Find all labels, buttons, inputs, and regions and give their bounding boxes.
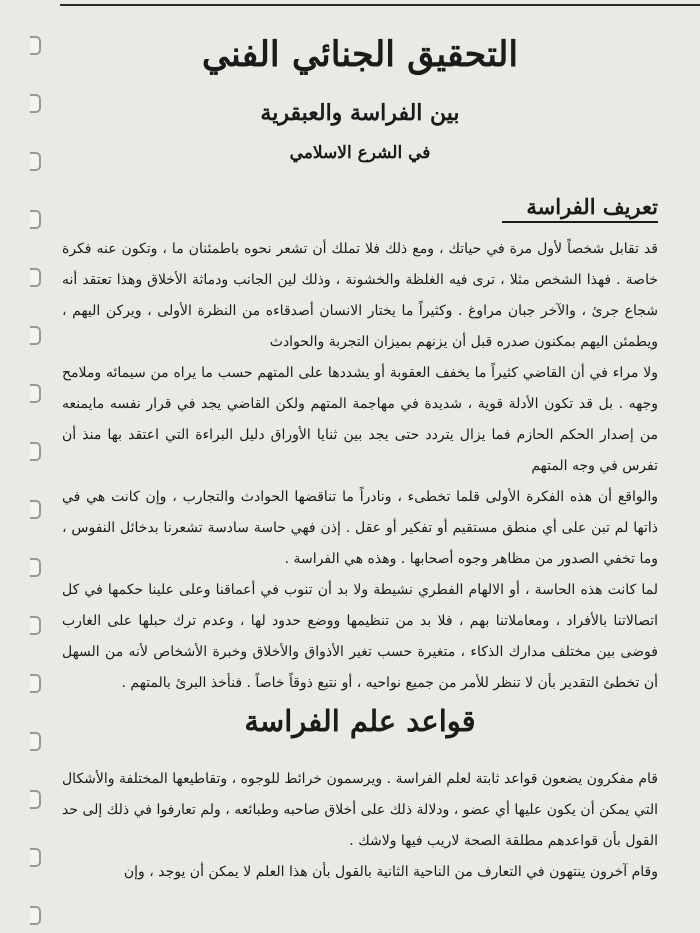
binding-hole xyxy=(30,790,41,809)
section-heading-rules: قواعد علم الفراسة xyxy=(244,704,476,738)
spiral-binding-holes xyxy=(30,0,46,933)
paragraph: قد تقابل شخصاً لأول مرة في حياتك ، ومع ذلك فلا تملك أن تشعر نحوه باطمئنان ما ، وتكون عنه فكرة خاصة . فهذا الشخص مثلا ، ترى فيه الغلظة والخشونة ، وذلك لين الجانب ودماثة الأخلاق وهذا تعتقد أنه شجاع جرئ ، والآخر جبان مراوغ . وكثيراً ما يختار الانسان أصدقاءه من النظرة الأولى ، ويركن اليهم ، ويطمئن اليهم بمكنون صدره قبل أن يزنهم بميزان التجربة والحوادث xyxy=(62,241,658,350)
binding-hole xyxy=(30,94,41,113)
binding-hole xyxy=(30,268,41,287)
binding-hole xyxy=(30,732,41,751)
binding-hole xyxy=(30,674,41,693)
paragraph: والواقع أن هذه الفكرة الأولى قلما تخطىء ، ونادراً ما تناقضها الحوادث والتجارب ، وإن كانت هي في ذاتها لم تبن على أي منطق مستقيم أو تفكير أو عقل . إذن فهي حاسة سادسة تشعرنا بدخائل النفوس ، وما تخفي الصدور من مظاهر وجوه أصحابها . وهذه هي الفراسة . xyxy=(62,489,658,567)
paragraph: قام مفكرون يضعون قواعد ثابتة لعلم الفراسة . ويرسمون خرائط للوجوه ، وتقاطيعها المختلفة والأشكال التي يمكن أن يكون عليها أي عضو ، ودلالة ذلك على أخلاق صاحبه وطبائعه ، ولم تعارفوا في ذلك إلى حد القول بأن قواعدهم مطلقة الصحة لاريب فيها ولاشك . xyxy=(62,771,658,849)
document-subtitle: بين الفراسة والعبقرية xyxy=(260,100,460,126)
binding-hole xyxy=(30,326,41,345)
binding-hole xyxy=(30,848,41,867)
binding-hole xyxy=(30,152,41,171)
section-body-rules xyxy=(62,764,658,888)
binding-hole xyxy=(30,442,41,461)
paragraph: ولا مراء في أن القاضي كثيراً ما يخفف العقوبة أو يشددها على المتهم حسب ما يراه من سيمائه وملامح وجهه . بل قد تكون الأدلة قوية ، شديدة في مهاجمة المتهم ولكن القاضي يجد في قرار نفسه مايمنعه من إصدار الحكم الحازم فما يزال يتردد حتى يجد بين ثنايا الأوراق دليل البراءة التي اعتقد بها منذ أن تفرس في وجه المتهم xyxy=(62,365,658,474)
binding-hole xyxy=(30,36,41,55)
document-subtitle-2: في الشرع الاسلامي xyxy=(289,143,431,163)
binding-hole xyxy=(30,384,41,403)
section-heading-definition: تعريف الفراسة xyxy=(502,194,658,223)
binding-hole xyxy=(30,558,41,577)
binding-hole xyxy=(30,500,41,519)
section-body-definition xyxy=(62,234,658,699)
document-content xyxy=(62,0,658,933)
binding-hole xyxy=(30,616,41,635)
binding-hole xyxy=(30,906,41,925)
document-title: التحقيق الجنائي الفني xyxy=(201,34,519,75)
binding-hole xyxy=(30,210,41,229)
paragraph: وقام آخرون ينتهون في التعارف من الناحية الثانية بالقول بأن هذا العلم لا يمكن أن يوجد ، وإن xyxy=(123,864,658,880)
paragraph: لما كانت هذه الحاسة ، أو الالهام الفطري نشيطة ولا بد أن تنوب في أعماقنا وعلى علينا حكمها في كل اتصالاتنا بالأفراد ، ومعاملاتنا بهم ، فلا بد من تنظيمها ووضع حدود لها ، وعدم ترك حبلها على الغارب فوضى بين مختلف مدارك الذكاء ، متغيرة حسب تغير الأذواق والأخلاق وخبرة الأشخاص لأنه من السهل أن تخطئ التقدير بأن لا تنظر للأمر من جميع نواحيه ، أو نتبع ذوقاً خاصاً . فنأخذ البرئ بالمتهم . xyxy=(62,582,658,691)
